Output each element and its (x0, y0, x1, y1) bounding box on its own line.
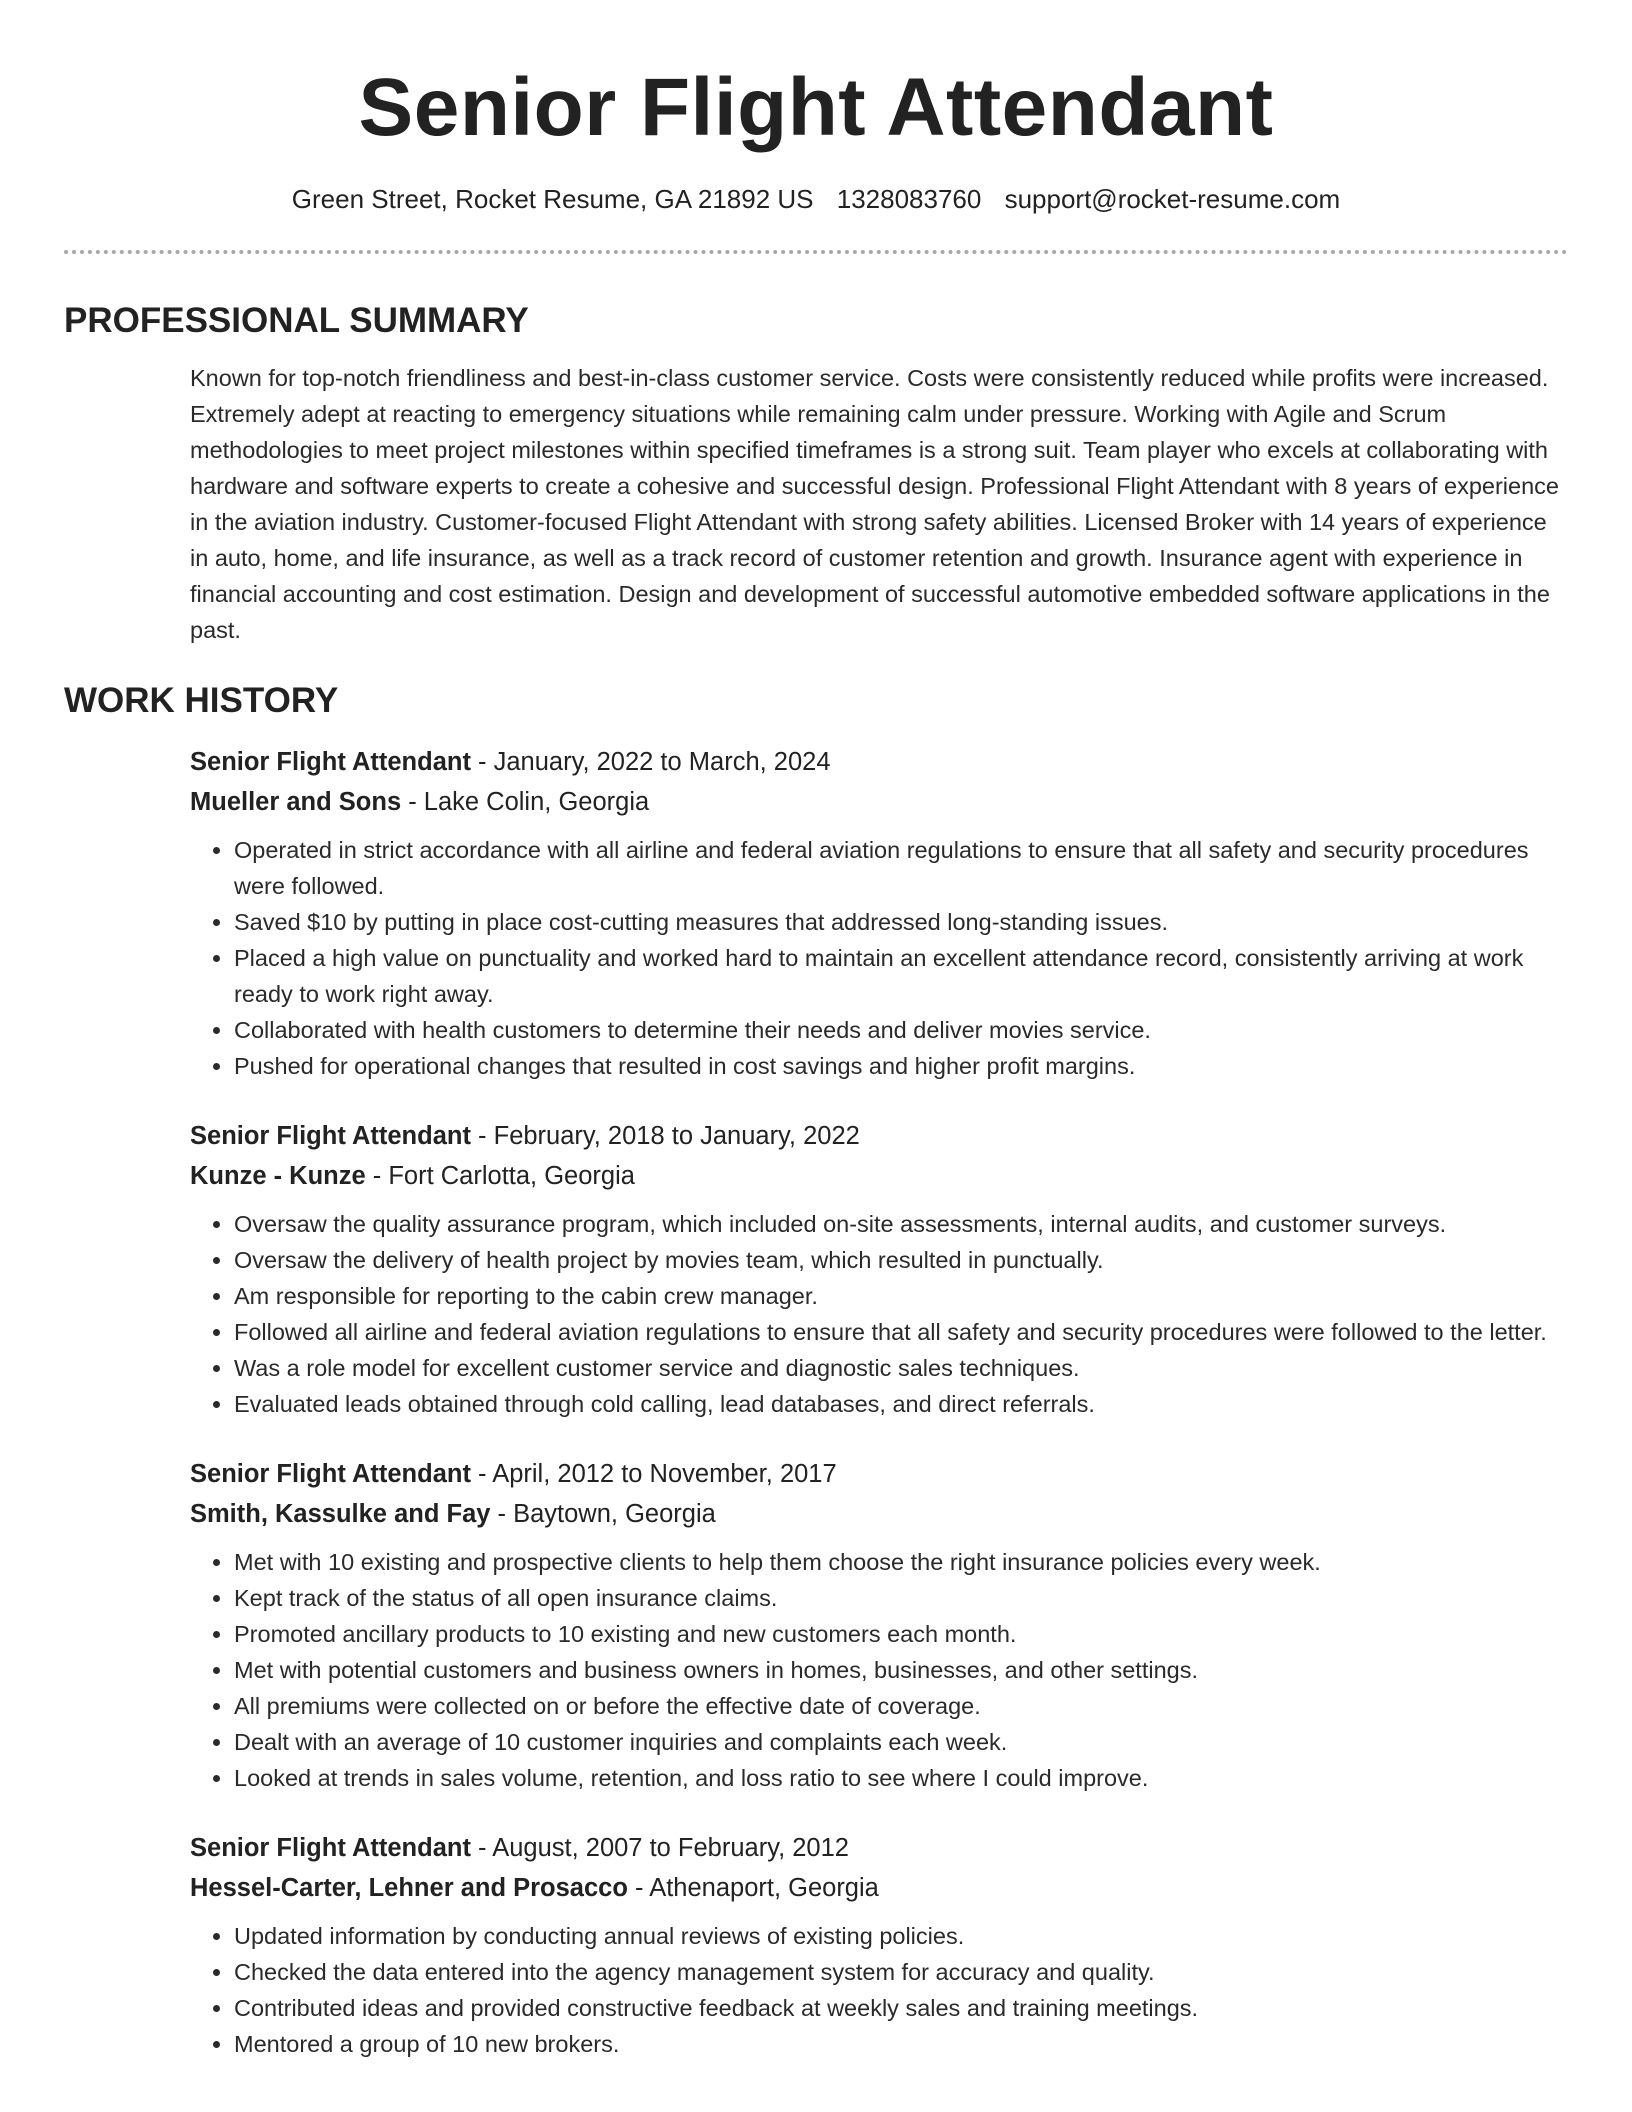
job-role-line (190, 1828, 1568, 1868)
job-role-line (190, 1116, 1568, 1156)
job-location: - Lake Colin, Georgia (401, 788, 650, 816)
job-company: Smith, Kassulke and Fay (190, 1500, 491, 1528)
job-bullet: • All premiums were collected on or before the effective date of coverage. (234, 1688, 1568, 1724)
contact-line (0, 182, 1632, 216)
job-bullet: • Was a role model for excellent customer service and diagnostic sales techniques. (234, 1350, 1568, 1386)
job-bullets (190, 1206, 1568, 1422)
job-bullet: • Contributed ideas and provided constructive feedback at weekly sales and training meetings. (234, 1990, 1568, 2026)
job-bullet: • Pushed for operational changes that resulted in cost savings and higher profit margins. (234, 1048, 1568, 1084)
job-role: Senior Flight Attendant (190, 748, 471, 776)
job-bullet: • Collaborated with health customers to determine their needs and deliver movies service. (234, 1012, 1568, 1048)
summary-text: Known for top-notch friendliness and best-in-class customer service. Costs were consistently reduced while profits were increased. Extremely adept at reacting to emergency situations while remaining calm under pressure. Working with Agile and Scrum methodologies to meet project milestones within specified timeframes is a strong suit. Team player who excels at collaborating with hardware and software experts to create a cohesive and successful design. Professional Flight Attendant with 8 years of experience in the aviation industry. Customer-focused Flight Attendant with strong safety abilities. Licensed Broker with 14 years of experience in auto, home, and life insurance, as well as a track record of customer retention and growth. Insurance agent with experience in financial accounting and cost estimation. Design and development of successful automotive embedded software applications in the past. (190, 365, 1559, 643)
contact-address: Green Street, Rocket Resume, GA 21892 US (291, 184, 814, 214)
job-entry (190, 1116, 1568, 1422)
job-company: Kunze - Kunze (190, 1162, 366, 1190)
job-dates: - August, 2007 to February, 2012 (470, 1834, 849, 1862)
job-role-line (190, 1454, 1568, 1494)
job-bullet: • Evaluated leads obtained through cold calling, lead databases, and direct referrals. (234, 1386, 1568, 1422)
job-dates: - April, 2012 to November, 2017 (470, 1460, 837, 1488)
job-role: Senior Flight Attendant (190, 1122, 471, 1150)
job-location: - Fort Carlotta, Georgia (365, 1162, 635, 1190)
work-history-heading: WORK HISTORY (64, 681, 339, 720)
job-location: - Athenaport, Georgia (627, 1874, 879, 1902)
job-company: Mueller and Sons (190, 788, 402, 816)
job-location: - Baytown, Georgia (490, 1500, 716, 1528)
job-role: Senior Flight Attendant (190, 1834, 471, 1862)
job-bullet: • Oversaw the delivery of health project by movies team, which resulted in punctually. (234, 1242, 1568, 1278)
job-role: Senior Flight Attendant (190, 1460, 471, 1488)
job-company: Hessel-Carter, Lehner and Prosacco (190, 1874, 628, 1902)
work-history-list (64, 742, 1568, 2062)
job-bullet: • Kept track of the status of all open insurance claims. (234, 1580, 1568, 1616)
resume-content (64, 296, 1568, 2062)
job-bullet: • Met with 10 existing and prospective clients to help them choose the right insurance policies every week. (234, 1544, 1568, 1580)
job-bullet: • Placed a high value on punctuality and worked hard to maintain an excellent attendance record, consistently arriving at work ready to work right away. (234, 940, 1568, 1012)
job-bullet: • Met with potential customers and business owners in homes, businesses, and other settings. (234, 1652, 1568, 1688)
job-company-line (190, 782, 1568, 822)
job-dates: - January, 2022 to March, 2024 (470, 748, 831, 776)
job-bullet: • Promoted ancillary products to 10 existing and new customers each month. (234, 1616, 1568, 1652)
job-bullet: • Oversaw the quality assurance program, which included on-site assessments, internal audits, and customer surveys. (234, 1206, 1568, 1242)
job-bullets (190, 832, 1568, 1084)
job-company-line (190, 1494, 1568, 1534)
job-bullet: • Mentored a group of 10 new brokers. (234, 2026, 1568, 2062)
job-bullet: • Dealt with an average of 10 customer inquiries and complaints each week. (234, 1724, 1568, 1760)
job-company-line (190, 1868, 1568, 1908)
job-entry (190, 1828, 1568, 2062)
contact-email: support@rocket-resume.com (1004, 184, 1341, 214)
job-entry (190, 1454, 1568, 1796)
contact-phone: 1328083760 (836, 184, 982, 214)
job-bullet: • Updated information by conducting annual reviews of existing policies. (234, 1918, 1568, 1954)
job-bullet: • Saved $10 by putting in place cost-cutting measures that addressed long-standing issues. (234, 904, 1568, 940)
job-dates: - February, 2018 to January, 2022 (470, 1122, 860, 1150)
job-bullet: • Operated in strict accordance with all airline and federal aviation regulations to ensure that all safety and security procedures were followed. (234, 832, 1568, 904)
job-bullet: • Checked the data entered into the agency management system for accuracy and quality. (234, 1954, 1568, 1990)
resume-name: Senior Flight Attendant (358, 62, 1274, 153)
job-entry (190, 742, 1568, 1084)
job-role-line (190, 742, 1568, 782)
job-bullets (190, 1544, 1568, 1796)
job-company-line (190, 1156, 1568, 1196)
job-bullets (190, 1918, 1568, 2062)
header-divider (64, 250, 1568, 254)
job-bullet: • Am responsible for reporting to the cabin crew manager. (234, 1278, 1568, 1314)
summary-heading: PROFESSIONAL SUMMARY (64, 301, 529, 340)
job-bullet: • Looked at trends in sales volume, retention, and loss ratio to see where I could improve. (234, 1760, 1568, 1796)
job-bullet: • Followed all airline and federal aviation regulations to ensure that all safety and security procedures were followed to the letter. (234, 1314, 1568, 1350)
